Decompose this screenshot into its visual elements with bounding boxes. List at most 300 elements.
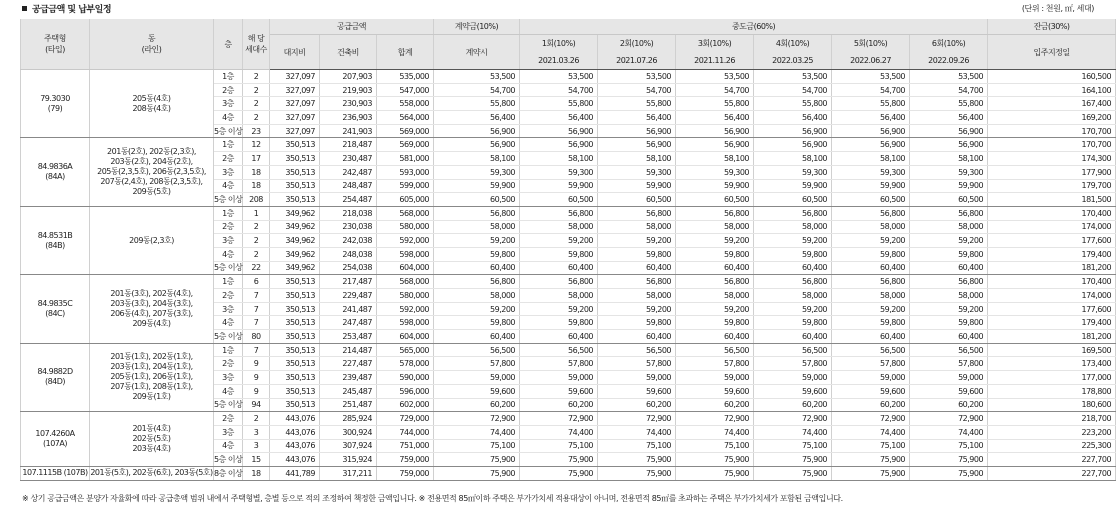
m3-cell: 59,300 xyxy=(676,165,754,179)
m6-cell: 59,800 xyxy=(910,247,988,261)
m2-cell: 60,400 xyxy=(598,261,676,275)
m4-cell: 59,800 xyxy=(754,247,832,261)
balance-cell: 174,000 xyxy=(988,220,1116,234)
building-cell: 285,924 xyxy=(320,412,377,426)
land-cell: 350,513 xyxy=(270,138,320,152)
deposit-cell: 58,000 xyxy=(434,220,520,234)
land-cell: 350,513 xyxy=(270,357,320,371)
units-cell: 18 xyxy=(243,179,270,193)
m2-cell: 59,200 xyxy=(598,234,676,248)
deposit-cell: 59,600 xyxy=(434,384,520,398)
m4-cell: 58,000 xyxy=(754,220,832,234)
m3-cell: 72,900 xyxy=(676,412,754,426)
land-cell: 443,076 xyxy=(270,425,320,439)
units-cell: 94 xyxy=(243,398,270,412)
building-cell: 218,487 xyxy=(320,138,377,152)
m5-cell: 60,200 xyxy=(832,398,910,412)
m5-cell: 75,900 xyxy=(832,453,910,467)
building-cell: 317,211 xyxy=(320,466,377,480)
building-cell: 230,487 xyxy=(320,152,377,166)
m2-cell: 58,100 xyxy=(598,152,676,166)
units-cell: 3 xyxy=(243,425,270,439)
building-cell: 247,487 xyxy=(320,316,377,330)
m4-cell: 60,200 xyxy=(754,398,832,412)
building-cell: 236,903 xyxy=(320,111,377,125)
m2-cell: 59,000 xyxy=(598,371,676,385)
m4-cell: 56,900 xyxy=(754,124,832,138)
m4-cell: 75,100 xyxy=(754,439,832,453)
m1-cell: 75,100 xyxy=(520,439,598,453)
balance-cell: 174,000 xyxy=(988,289,1116,303)
building-cell: 239,487 xyxy=(320,371,377,385)
m4-cell: 74,400 xyxy=(754,425,832,439)
m6-cell: 59,300 xyxy=(910,165,988,179)
header-units: 해 당 세대수 xyxy=(243,19,270,70)
m1-cell: 59,000 xyxy=(520,371,598,385)
header-middle-group: 중도금(60%) xyxy=(520,19,988,35)
m1-cell: 59,200 xyxy=(520,302,598,316)
m5-cell: 58,000 xyxy=(832,220,910,234)
m3-cell: 59,800 xyxy=(676,316,754,330)
m1-cell: 58,100 xyxy=(520,152,598,166)
table-row xyxy=(21,70,1116,84)
m2-cell: 56,500 xyxy=(598,343,676,357)
total-cell: 592,000 xyxy=(377,234,434,248)
header-deposit-time: 계약시 xyxy=(434,35,520,70)
m1-cell: 56,800 xyxy=(520,206,598,220)
header-middle-date-5: 2022.06.27 xyxy=(832,51,910,70)
m4-cell: 59,600 xyxy=(754,384,832,398)
header-supply: 공급금액 xyxy=(270,19,434,35)
floor-cell: 2층 xyxy=(214,289,243,303)
floor-cell: 1층 xyxy=(214,70,243,84)
floor-cell: 4층 xyxy=(214,247,243,261)
m4-cell: 72,900 xyxy=(754,412,832,426)
m2-cell: 59,800 xyxy=(598,316,676,330)
m2-cell: 74,400 xyxy=(598,425,676,439)
floor-cell: 1층 xyxy=(214,275,243,289)
balance-cell: 179,400 xyxy=(988,247,1116,261)
header-middle-2: 2회(10%) xyxy=(598,35,676,52)
m1-cell: 75,900 xyxy=(520,453,598,467)
floor-cell: 2층 xyxy=(214,83,243,97)
m5-cell: 54,700 xyxy=(832,83,910,97)
building-cell: 254,038 xyxy=(320,261,377,275)
m4-cell: 53,500 xyxy=(754,70,832,84)
units-cell: 208 xyxy=(243,193,270,207)
balance-cell: 181,200 xyxy=(988,330,1116,344)
header-land: 대지비 xyxy=(270,35,320,70)
units-cell: 9 xyxy=(243,371,270,385)
header-type: 주택형 (타입) xyxy=(21,19,90,70)
balance-cell: 169,200 xyxy=(988,111,1116,125)
m6-cell: 59,000 xyxy=(910,371,988,385)
m4-cell: 59,000 xyxy=(754,371,832,385)
m6-cell: 72,900 xyxy=(910,412,988,426)
m1-cell: 57,800 xyxy=(520,357,598,371)
total-cell: 578,000 xyxy=(377,357,434,371)
m5-cell: 60,400 xyxy=(832,261,910,275)
m3-cell: 60,500 xyxy=(676,193,754,207)
total-cell: 569,000 xyxy=(377,138,434,152)
m2-cell: 75,900 xyxy=(598,466,676,480)
m5-cell: 53,500 xyxy=(832,70,910,84)
m4-cell: 56,800 xyxy=(754,206,832,220)
header-total: 합계 xyxy=(377,35,434,70)
m1-cell: 54,700 xyxy=(520,83,598,97)
land-cell: 327,097 xyxy=(270,70,320,84)
m6-cell: 60,400 xyxy=(910,330,988,344)
m4-cell: 56,500 xyxy=(754,343,832,357)
m6-cell: 53,500 xyxy=(910,70,988,84)
deposit-cell: 60,400 xyxy=(434,330,520,344)
type-cell: 84.9836A (84A) xyxy=(21,138,90,206)
m6-cell: 75,900 xyxy=(910,453,988,467)
m2-cell: 59,200 xyxy=(598,302,676,316)
building-cell: 230,038 xyxy=(320,220,377,234)
m5-cell: 72,900 xyxy=(832,412,910,426)
m2-cell: 75,900 xyxy=(598,453,676,467)
m3-cell: 58,000 xyxy=(676,220,754,234)
m2-cell: 60,500 xyxy=(598,193,676,207)
units-cell: 2 xyxy=(243,70,270,84)
floor-cell: 3층 xyxy=(214,234,243,248)
m1-cell: 58,000 xyxy=(520,289,598,303)
units-cell: 2 xyxy=(243,111,270,125)
m1-cell: 60,500 xyxy=(520,193,598,207)
m3-cell: 56,900 xyxy=(676,138,754,152)
land-cell: 350,513 xyxy=(270,371,320,385)
m6-cell: 56,800 xyxy=(910,275,988,289)
m5-cell: 56,400 xyxy=(832,111,910,125)
m3-cell: 59,200 xyxy=(676,302,754,316)
m2-cell: 57,800 xyxy=(598,357,676,371)
m2-cell: 59,900 xyxy=(598,179,676,193)
floor-cell: 5층 이상 xyxy=(214,124,243,138)
m3-cell: 56,400 xyxy=(676,111,754,125)
m6-cell: 55,800 xyxy=(910,97,988,111)
m1-cell: 56,500 xyxy=(520,343,598,357)
total-cell: 604,000 xyxy=(377,330,434,344)
deposit-cell: 75,900 xyxy=(434,453,520,467)
m2-cell: 53,500 xyxy=(598,70,676,84)
balance-cell: 177,000 xyxy=(988,371,1116,385)
total-cell: 596,000 xyxy=(377,384,434,398)
total-cell: 581,000 xyxy=(377,152,434,166)
deposit-cell: 59,300 xyxy=(434,165,520,179)
balance-cell: 181,500 xyxy=(988,193,1116,207)
building-cell: 253,487 xyxy=(320,330,377,344)
m2-cell: 75,100 xyxy=(598,439,676,453)
units-cell: 7 xyxy=(243,343,270,357)
land-cell: 350,513 xyxy=(270,398,320,412)
units-cell: 15 xyxy=(243,453,270,467)
m3-cell: 74,400 xyxy=(676,425,754,439)
m4-cell: 56,900 xyxy=(754,138,832,152)
m1-cell: 72,900 xyxy=(520,412,598,426)
balance-cell: 170,700 xyxy=(988,138,1116,152)
total-cell: 558,000 xyxy=(377,97,434,111)
total-cell: 759,000 xyxy=(377,453,434,467)
header-middle-date-4: 2022.03.25 xyxy=(754,51,832,70)
building-cell: 229,487 xyxy=(320,289,377,303)
balance-cell: 170,700 xyxy=(988,124,1116,138)
land-cell: 349,962 xyxy=(270,206,320,220)
total-cell: 599,000 xyxy=(377,179,434,193)
header-dong: 동 (라인) xyxy=(90,19,214,70)
m3-cell: 75,900 xyxy=(676,466,754,480)
m2-cell: 58,000 xyxy=(598,289,676,303)
units-cell: 2 xyxy=(243,412,270,426)
building-cell: 251,487 xyxy=(320,398,377,412)
m3-cell: 56,900 xyxy=(676,124,754,138)
total-cell: 602,000 xyxy=(377,398,434,412)
deposit-cell: 59,800 xyxy=(434,247,520,261)
type-cell: 84.9835C (84C) xyxy=(21,275,90,343)
m6-cell: 56,500 xyxy=(910,343,988,357)
units-cell: 7 xyxy=(243,316,270,330)
header-floor: 층 xyxy=(214,19,243,70)
m1-cell: 60,200 xyxy=(520,398,598,412)
m2-cell: 59,800 xyxy=(598,247,676,261)
type-cell: 79.3030 (79) xyxy=(21,70,90,138)
m5-cell: 59,600 xyxy=(832,384,910,398)
m1-cell: 59,600 xyxy=(520,384,598,398)
units-cell: 2 xyxy=(243,83,270,97)
bullet-square-icon xyxy=(22,6,27,11)
m3-cell: 75,100 xyxy=(676,439,754,453)
deposit-cell: 57,800 xyxy=(434,357,520,371)
header-middle-5: 5회(10%) xyxy=(832,35,910,52)
land-cell: 327,097 xyxy=(270,124,320,138)
m6-cell: 58,100 xyxy=(910,152,988,166)
building-cell: 218,038 xyxy=(320,206,377,220)
building-cell: 214,487 xyxy=(320,343,377,357)
units-cell: 9 xyxy=(243,357,270,371)
m3-cell: 54,700 xyxy=(676,83,754,97)
deposit-cell: 72,900 xyxy=(434,412,520,426)
m1-cell: 56,800 xyxy=(520,275,598,289)
m1-cell: 74,400 xyxy=(520,425,598,439)
units-cell: 17 xyxy=(243,152,270,166)
dong-cell: 201동(4호) 202동(5호) 203동(4호) xyxy=(90,412,214,467)
type-cell: 107.1115B (107B) xyxy=(21,466,90,480)
m2-cell: 60,200 xyxy=(598,398,676,412)
m1-cell: 55,800 xyxy=(520,97,598,111)
total-cell: 598,000 xyxy=(377,316,434,330)
deposit-cell: 74,400 xyxy=(434,425,520,439)
m1-cell: 60,400 xyxy=(520,330,598,344)
m5-cell: 56,900 xyxy=(832,124,910,138)
m1-cell: 56,400 xyxy=(520,111,598,125)
land-cell: 350,513 xyxy=(270,330,320,344)
table-row xyxy=(21,275,1116,289)
land-cell: 327,097 xyxy=(270,111,320,125)
m3-cell: 58,000 xyxy=(676,289,754,303)
table-row xyxy=(21,466,1116,480)
land-cell: 350,513 xyxy=(270,165,320,179)
deposit-cell: 59,200 xyxy=(434,302,520,316)
m5-cell: 59,900 xyxy=(832,179,910,193)
floor-cell: 2층 xyxy=(214,220,243,234)
units-cell: 12 xyxy=(243,138,270,152)
units-cell: 80 xyxy=(243,330,270,344)
header-building: 건축비 xyxy=(320,35,377,70)
floor-cell: 2층 xyxy=(214,152,243,166)
building-cell: 245,487 xyxy=(320,384,377,398)
balance-cell: 180,600 xyxy=(988,398,1116,412)
type-cell: 84.8531B (84B) xyxy=(21,206,90,274)
floor-cell: 4층 xyxy=(214,179,243,193)
deposit-cell: 56,500 xyxy=(434,343,520,357)
m2-cell: 59,600 xyxy=(598,384,676,398)
header-middle-1: 1회(10%) xyxy=(520,35,598,52)
total-cell: 759,000 xyxy=(377,466,434,480)
balance-cell: 223,200 xyxy=(988,425,1116,439)
building-cell: 241,903 xyxy=(320,124,377,138)
building-cell: 248,487 xyxy=(320,179,377,193)
balance-cell: 174,300 xyxy=(988,152,1116,166)
balance-cell: 178,800 xyxy=(988,384,1116,398)
land-cell: 441,789 xyxy=(270,466,320,480)
building-cell: 315,924 xyxy=(320,453,377,467)
m6-cell: 60,400 xyxy=(910,261,988,275)
header-middle-3: 3회(10%) xyxy=(676,35,754,52)
m5-cell: 59,000 xyxy=(832,371,910,385)
header-middle-date-6: 2022.09.26 xyxy=(910,51,988,70)
balance-cell: 170,400 xyxy=(988,275,1116,289)
floor-cell: 4층 xyxy=(214,384,243,398)
m5-cell: 56,500 xyxy=(832,343,910,357)
m3-cell: 55,800 xyxy=(676,97,754,111)
m4-cell: 57,800 xyxy=(754,357,832,371)
m1-cell: 56,900 xyxy=(520,138,598,152)
m5-cell: 60,500 xyxy=(832,193,910,207)
units-cell: 7 xyxy=(243,302,270,316)
balance-cell: 173,400 xyxy=(988,357,1116,371)
m3-cell: 56,500 xyxy=(676,343,754,357)
floor-cell: 3층 xyxy=(214,425,243,439)
m1-cell: 58,000 xyxy=(520,220,598,234)
total-cell: 604,000 xyxy=(377,261,434,275)
m3-cell: 53,500 xyxy=(676,70,754,84)
table-body xyxy=(21,70,1116,481)
m1-cell: 60,400 xyxy=(520,261,598,275)
building-cell: 254,487 xyxy=(320,193,377,207)
total-cell: 568,000 xyxy=(377,206,434,220)
page-title-text: 공급금액 및 납부일정 xyxy=(32,5,112,15)
header-middle-date-3: 2021.11.26 xyxy=(676,51,754,70)
m1-cell: 75,900 xyxy=(520,466,598,480)
building-cell: 241,487 xyxy=(320,302,377,316)
m4-cell: 59,800 xyxy=(754,316,832,330)
m2-cell: 56,800 xyxy=(598,275,676,289)
m6-cell: 56,400 xyxy=(910,111,988,125)
deposit-cell: 56,800 xyxy=(434,206,520,220)
land-cell: 350,513 xyxy=(270,152,320,166)
deposit-cell: 75,100 xyxy=(434,439,520,453)
deposit-cell: 55,800 xyxy=(434,97,520,111)
floor-cell: 3층 xyxy=(214,165,243,179)
m4-cell: 59,200 xyxy=(754,302,832,316)
m6-cell: 59,900 xyxy=(910,179,988,193)
land-cell: 443,076 xyxy=(270,412,320,426)
total-cell: 568,000 xyxy=(377,275,434,289)
m4-cell: 75,900 xyxy=(754,466,832,480)
balance-cell: 227,700 xyxy=(988,466,1116,480)
floor-cell: 2층 xyxy=(214,357,243,371)
m5-cell: 56,900 xyxy=(832,138,910,152)
table-row xyxy=(21,206,1116,220)
building-cell: 217,487 xyxy=(320,275,377,289)
land-cell: 327,097 xyxy=(270,83,320,97)
m2-cell: 56,900 xyxy=(598,124,676,138)
m4-cell: 56,400 xyxy=(754,111,832,125)
header-middle-4: 4회(10%) xyxy=(754,35,832,52)
m4-cell: 60,400 xyxy=(754,330,832,344)
balance-cell: 218,700 xyxy=(988,412,1116,426)
header-balance-time: 입주지정일 xyxy=(988,35,1116,70)
floor-cell: 4층 xyxy=(214,316,243,330)
m5-cell: 60,400 xyxy=(832,330,910,344)
m4-cell: 59,900 xyxy=(754,179,832,193)
total-cell: 605,000 xyxy=(377,193,434,207)
deposit-cell: 53,500 xyxy=(434,70,520,84)
land-cell: 349,962 xyxy=(270,261,320,275)
units-cell: 2 xyxy=(243,220,270,234)
m6-cell: 60,200 xyxy=(910,398,988,412)
land-cell: 349,962 xyxy=(270,234,320,248)
type-cell: 84.9882D (84D) xyxy=(21,343,90,411)
m2-cell: 54,700 xyxy=(598,83,676,97)
dong-cell: 205동(4호) 208동(4호) xyxy=(90,70,214,138)
floor-cell: 5층 이상 xyxy=(214,398,243,412)
total-cell: 598,000 xyxy=(377,247,434,261)
m1-cell: 53,500 xyxy=(520,70,598,84)
m6-cell: 57,800 xyxy=(910,357,988,371)
m1-cell: 59,900 xyxy=(520,179,598,193)
header-middle-6: 6회(10%) xyxy=(910,35,988,52)
deposit-cell: 58,000 xyxy=(434,289,520,303)
table-row xyxy=(21,138,1116,152)
type-cell: 107.4260A (107A) xyxy=(21,412,90,467)
land-cell: 350,513 xyxy=(270,275,320,289)
m5-cell: 58,000 xyxy=(832,289,910,303)
deposit-cell: 60,500 xyxy=(434,193,520,207)
deposit-cell: 60,200 xyxy=(434,398,520,412)
dong-cell: 201동(2호), 202동(2,3호), 203동(2호), 204동(2호), 205동(2,3,5호), 206동(2,3,5호), 207동(2,4호), 208동(2,3,5호), 209동(5호) xyxy=(90,138,214,206)
floor-cell: 3층 xyxy=(214,302,243,316)
m4-cell: 55,800 xyxy=(754,97,832,111)
land-cell: 327,097 xyxy=(270,97,320,111)
m6-cell: 59,200 xyxy=(910,302,988,316)
m4-cell: 60,400 xyxy=(754,261,832,275)
deposit-cell: 59,900 xyxy=(434,179,520,193)
m4-cell: 56,800 xyxy=(754,275,832,289)
table-row xyxy=(21,343,1116,357)
floor-cell: 1층 xyxy=(214,206,243,220)
m1-cell: 59,200 xyxy=(520,234,598,248)
floor-cell: 8층 이상 xyxy=(214,466,243,480)
m1-cell: 59,800 xyxy=(520,316,598,330)
table-row xyxy=(21,412,1116,426)
m6-cell: 54,700 xyxy=(910,83,988,97)
dong-cell: 209동(2,3호) xyxy=(90,206,214,274)
floor-cell: 4층 xyxy=(214,439,243,453)
m6-cell: 60,500 xyxy=(910,193,988,207)
m2-cell: 56,800 xyxy=(598,206,676,220)
m5-cell: 75,100 xyxy=(832,439,910,453)
